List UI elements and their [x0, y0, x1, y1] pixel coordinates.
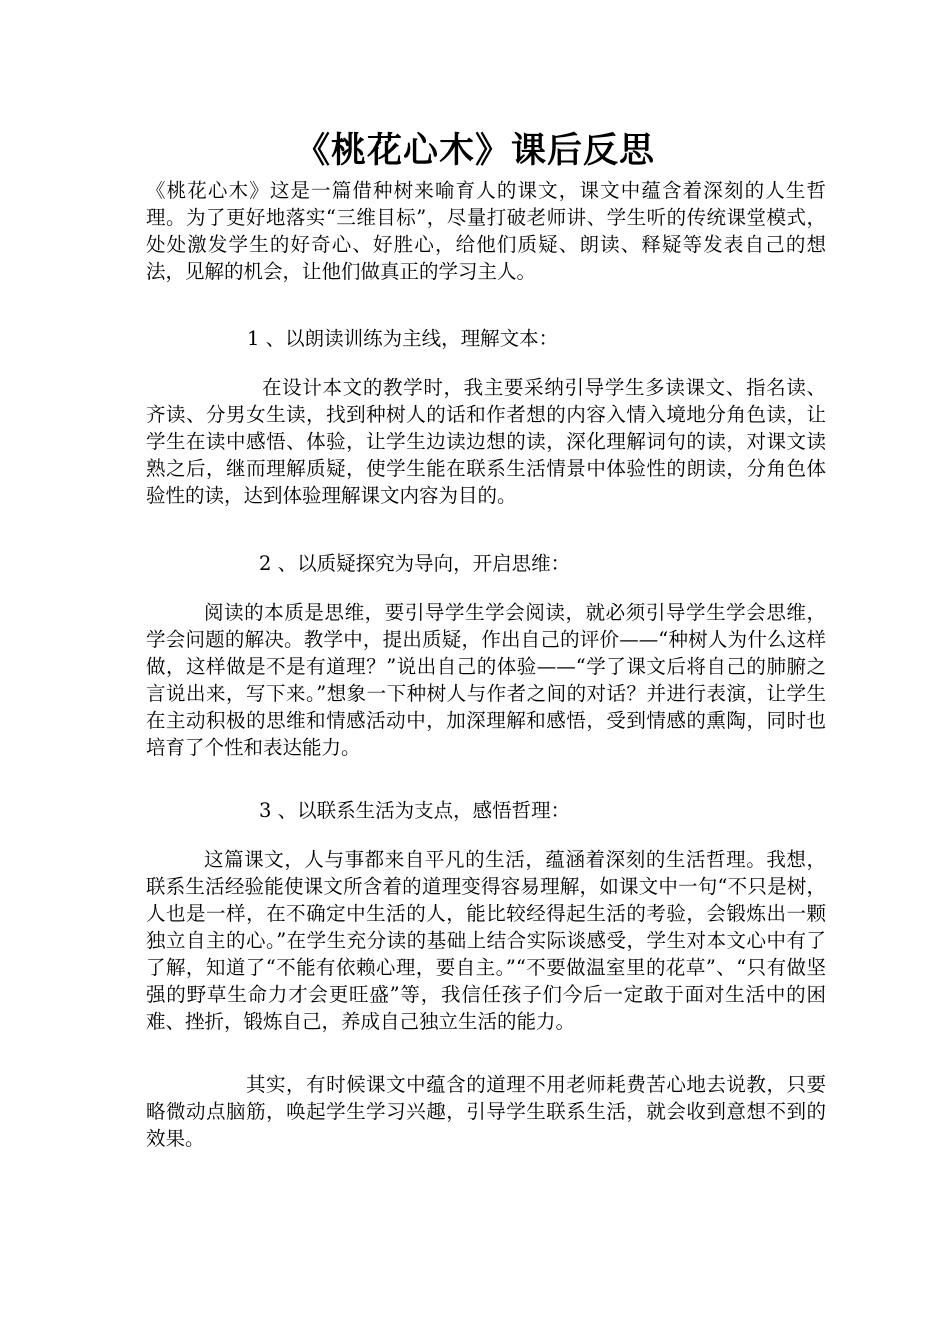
section-heading-2: 2 、以质疑探究为导向，开启思维：: [259, 552, 571, 575]
section-body-3: 这篇课文，人与事都来自平凡的生活，蕴涵着深刻的生活哲理。我想，联系生活经验能使课文所含着的道理变得容易理解，如课文中一句“不只是树，人也是一样，在不确定中生活的人，能比较经得起生活的考验，会锻炼出一颗独立自主的心。”在学生充分读的基础上结合实际谈感受，学生对本文心中有了了解，知道了“不能有依赖心理，要自主。”“不要做温室里的花草”、“只有做坚强的野草生命力才会更旺盛”等，我信任孩子们今后一定敢于面对生活中的困难、挫折，锻炼自己，养成自己独立生活的能力。: [146, 848, 826, 1033]
section-heading-1: 1 、以朗读训练为主线，理解文本：: [247, 327, 559, 350]
page-title: 《桃花心木》课后反思: [294, 131, 655, 171]
section-body-2: 阅读的本质是思维，要引导学生学会阅读，就必须引导学生学会思维，学会问题的解决。教学中，提出质疑，作出自己的评价——“种树人为什么这样做，这样做是不是有道理？”说出自己的体验——“学了课文后将自己的肺腑之言说出来，写下来。”想象一下种树人与作者之间的对话？并进行表演，让学生在主动积极的思维和情感活动中，加深理解和感悟，受到情感的熏陶，同时也培育了个性和表达能力。: [146, 601, 826, 759]
conclusion-paragraph: 其实，有时候课文中蕴含的道理不用老师耗费苦心地去说教，只要略微动点脑筋，唤起学生学习兴趣，引导学生联系生活，就会收到意想不到的效果。: [146, 1073, 826, 1150]
section-body-1: 在设计本文的教学时，我主要采纳引导学生多读课文、指名读、齐读、分男女生读，找到种树人的话和作者想的内容入情入境地分角色读，让学生在读中感悟、体验，让学生边读边想的读，深化理解词句的读，对课文读熟之后，继而理解质疑，使学生能在联系生活情景中体验性的朗读，分角色体验性的读，达到体验理解课文内容为目的。: [146, 376, 826, 507]
section-heading-3: 3 、以联系生活为支点，感悟哲理：: [259, 799, 571, 822]
intro-paragraph: 《桃花心木》这是一篇借种树来喻育人的课文，课文中蕴含着深刻的人生哲理。为了更好地落实“三维目标”，尽量打破老师讲、学生听的传统课堂模式，处处激发学生的好奇心、好胜心，给他们质疑、朗读、释疑等发表自己的想法，见解的机会，让他们做真正的学习主人。: [146, 179, 826, 283]
